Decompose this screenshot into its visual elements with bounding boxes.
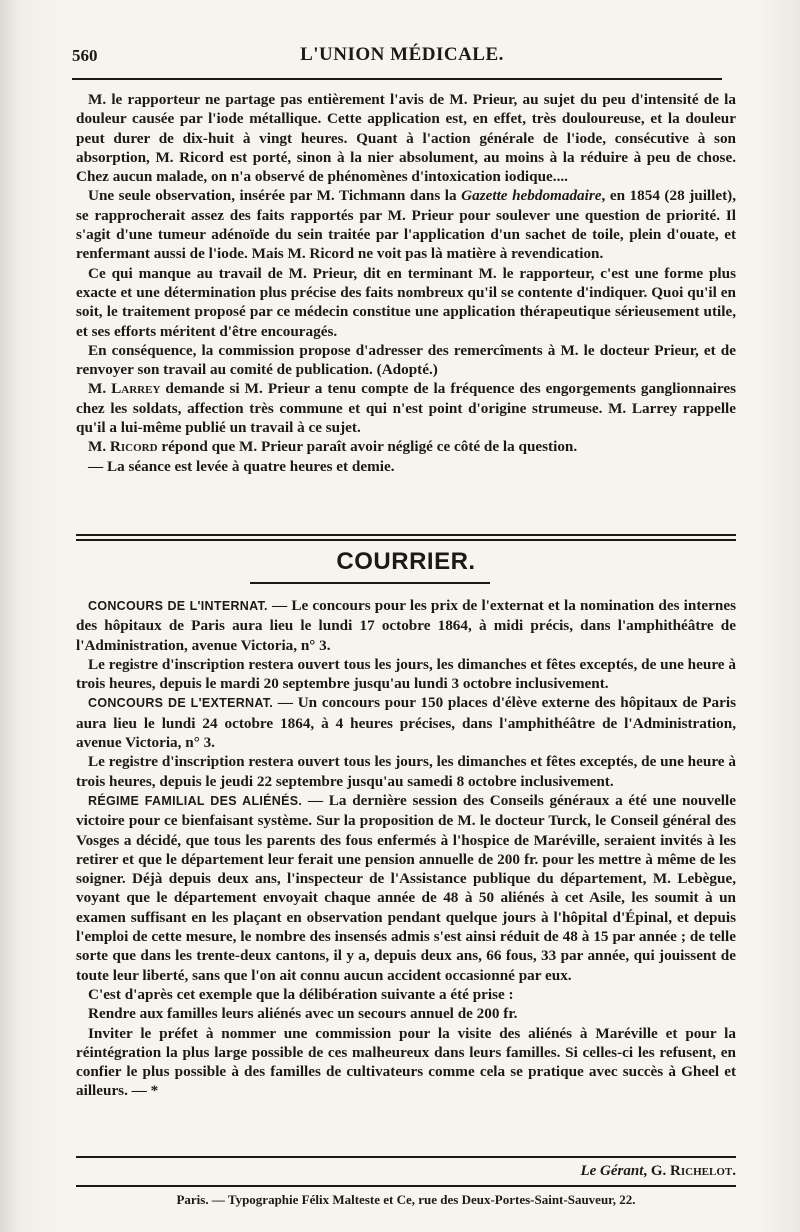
ricord-paragraph [76, 437, 736, 456]
ricord-text: répond que M. Prieur paraît avoir négligé ce côté de la question. [157, 438, 578, 456]
report-paragraph-2 [76, 186, 736, 263]
externat-rubric: CONCOURS DE L'EXTERNAT. [88, 696, 274, 711]
internat-rubric: CONCOURS DE L'INTERNAT. [88, 599, 268, 613]
larrey-text: demande si M. Prieur a tenu compte de la fréquence des engorgements ganglionnaires chez les soldats, affection très commune et qui n'est point d'origine strumeuse. M. Larrey rappelle qu'il a lui-même publié un travail à ce sujet. [76, 380, 737, 437]
report-paragraph-4: En conséquence, la commission propose d'adresser des remercîments à M. le docteur Prieur, et de renvoyer son travail au comité de publication. (Adopté.) [76, 341, 736, 379]
report-section [76, 90, 736, 476]
externat-registre: Le registre d'inscription restera ouvert tous les jours, les dimanches et fêtes exceptés, de une heure à trois heures, depuis le jeudi 22 septembre jusqu'au samedi 8 octobre inclusivement. [76, 753, 736, 790]
regime-paragraph-3: Rendre aux familles leurs aliénés avec un secours annuel de 200 fr. [88, 1005, 518, 1023]
gerant-label: Le Gérant [580, 1163, 644, 1179]
section-divider-top [76, 534, 736, 536]
footer-rule-top [76, 1156, 736, 1158]
ricord-name: M. Ricord [88, 438, 158, 456]
report-paragraph-2-end: , en 1854 (28 juillet), se rapprocherait assez des faits rapportés par M. Prieur pour soulever une question de priorité. Il s'agit d'une tumeur adénoïde du sein traitée par l'application d'un sachet de toile, plein d'ouate, et renfermant aussi de l'iode. Mais M. Ricord ne voit pas là matière à revendication. [76, 187, 737, 263]
courrier-title: COURRIER. [336, 548, 476, 575]
report-paragraph-2-start: Une seule observation, insérée par M. Tichmann dans la [88, 187, 462, 205]
report-paragraph-1: M. le rapporteur ne partage pas entièrement l'avis de M. Prieur, au sujet du peu d'intensité de la douleur causée par l'iode métallique. Cette application est, en effet, très douloureuse, et la douleur peut durer de dix-huit à vingt heures. Quant à l'action générale de l'iode, consécutive à son absorption, M. Ricord est porté, sinon à la nier absolument, au moins à la réduire à peu de chose. Chez aucun malade, on n'a observé de phénomènes d'intoxication iodique.... [76, 91, 736, 186]
report-paragraph-3: Ce qui manque au travail de M. Prieur, dit en terminant M. le rapporteur, c'est une forme plus exacte et une détermination plus précise des faits nombreux qu'il se contente d'indiquer. Quoi qu'il en soit, le traitement proposé par ce médecin constitue une application thérapeutique sérieusement utile, et ses efforts méritent d'être encouragés. [76, 264, 736, 340]
larrey-name: M. Larrey [88, 380, 161, 398]
page-header [72, 44, 732, 80]
gazette-title: Gazette hebdomadaire [461, 187, 602, 205]
footer-rule-bottom [76, 1185, 736, 1187]
regime-paragraph-4: Inviter le préfet à nommer une commission pour la visite des aliénés à Maréville et pour la réintégration la plus large possible de ces malheureux dans leurs familles. Si celles-ci les refusent, en confier le plus possible à des familles de cultivateurs comme cela se pratique avec succès à Gheel et ailleurs. — * [76, 1024, 736, 1100]
courrier-title-rule [250, 582, 490, 584]
seance-closing: — La séance est levée à quatre heures et demie. [88, 457, 395, 475]
courrier-section [76, 596, 736, 1101]
header-rule [72, 78, 722, 80]
externat-paragraph [76, 693, 736, 752]
regime-rubric: RÉGIME FAMILIAL DES ALIÉNÉS. [88, 793, 303, 808]
externat-text: — Un concours pour 150 places d'élève externe des hôpitaux de Paris aura lieu le lundi 24 octobre 1864, à 4 heures précises, dans l'amphithéâtre de l'Administration, avenue Victoria, n° 3. [76, 694, 736, 752]
internat-paragraph [76, 596, 736, 655]
gerant-name: , G. Richelot. [643, 1163, 736, 1179]
larrey-paragraph [76, 379, 736, 437]
internat-registre: Le registre d'inscription restera ouvert tous les jours, les dimanches et fêtes exceptés, de une heure à trois heures, depuis le mardi 20 septembre jusqu'au lundi 3 octobre inclusivement. [76, 655, 736, 693]
journal-title: L'UNION MÉDICALE. [300, 44, 504, 65]
internat-text: — Le concours pour les prix de l'externat et la nomination des internes des hôpitaux de Paris aura lieu le lundi 17 octobre 1864, à midi précis, dans l'amphithéâtre de l'Administration, avenue Victoria, n° 3. [76, 597, 736, 654]
regime-paragraph [76, 791, 736, 985]
regime-text: — La dernière session des Conseils généraux a été une nouvelle victoire pour ce bienfaisant système. Sur la proposition de M. le docteur Turck, le Conseil général des Vosges a décidé, que tous les parents des fous enfermés à l'hospice de Maréville, seraient invités à les retirer et que le département leur ferait une pension annuelle de 200 fr. pour les mettre à même de les soigner. Déjà depuis deux ans, l'inspecteur de l'Assistance publique du département, M. Lebègue, voyant que le département envoyait chaque année de 48 à 50 aliénés à cet Asile, les soumit à un examen suffisant en les plaçant en observation pendant quelque jours à l'hôpital d'Épinal, et depuis l'emploi de cette mesure, le nombre des insensés admis s'est ainsi réduit de 48 à 15 par année ; de telle sorte que dans les trente-deux cantons, il y a, depuis deux ans, 66 fous, 33 par année, qui jouissent de toute leur liberté, sans que l'on ait connu aucun accident occasionné par eux. [76, 791, 736, 984]
regime-paragraph-2: C'est d'après cet exemple que la délibération suivante a été prise : [88, 985, 514, 1003]
page-number: 560 [72, 46, 98, 65]
gerant-signature [76, 1163, 736, 1180]
printer-imprint: Paris. — Typographie Félix Malteste et Ce, rue des Deux-Portes-Saint-Sauveur, 22. [176, 1192, 636, 1207]
section-divider-bottom [76, 539, 736, 541]
